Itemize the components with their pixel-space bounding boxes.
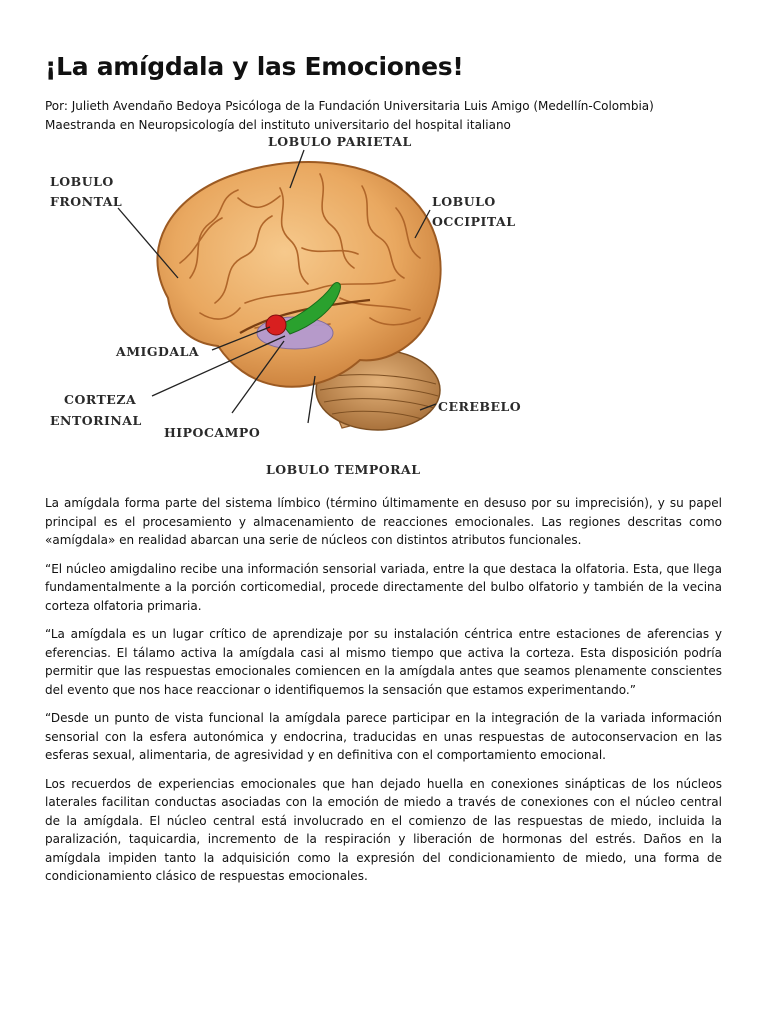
label-lobulo-occipital-1: LOBULO: [432, 194, 496, 209]
label-hipocampo: HIPOCAMPO: [164, 425, 261, 440]
label-lobulo-frontal-1: LOBULO: [50, 174, 114, 189]
amygdala-shape: [266, 315, 286, 335]
paragraph-4: “Desde un punto de vista funcional la amígdala parece participar en la integración de la variada información sensorial con la esfera autonómica y endocrina, traducidas en unas respuestas de autoconservacion en las esferas sexual, alimentaria, de agresividad y en definitiva con el comportamiento emocional.: [45, 711, 722, 762]
paragraph-1: La amígdala forma parte del sistema límbico (término últimamente en desuso por su imprecisión), y su papel principal es el procesamiento y almacenamiento de reacciones emocionales. Las regiones descritas como «amígdala» en realidad abarcan una serie de núcleos con distintos atributos funcionales.: [45, 496, 722, 547]
label-amigdala: AMIGDALA: [116, 344, 200, 359]
label-lobulo-occipital-2: OCCIPITAL: [432, 214, 516, 229]
brain-illustration: [40, 128, 540, 480]
paragraph-3: “La amígdala es un lugar crítico de aprendizaje por su instalación céntrica entre estaciones de aferencias y eferencias. El tálamo activa la amígdala casi al mismo tiempo que activa la corteza. Esta disposición podría permitir que las respuestas emocionales comiencen en la amígdala antes que seamos plenamente conscientes del evento que nos hace reaccionar o identifiquemos la sensación que estamos experimentando.”: [45, 627, 722, 697]
label-corteza-entorinal-1: CORTEZA: [64, 392, 137, 407]
label-corteza-entorinal-2: ENTORINAL: [50, 413, 142, 428]
paragraph-5: Los recuerdos de experiencias emocionales que han dejado huella en conexiones sinápticas de los núcleos laterales facilitan conductas asociadas con la emoción de miedo a través de conexiones con el núcleo central de la amígdala. El núcleo central está involucrado en el comienzo de las respuestas de miedo, incluida la paralización, taquicardia, incremento de la respiración y liberación de hormonas del estrés. Daños en la amígdala impiden tanto la adquisición como la expresión del condicionamiento de miedo, una forma de condicionamiento clásico de respuestas emocionales.: [45, 776, 722, 883]
article-body: [45, 494, 722, 896]
label-lobulo-parietal: LOBULO PARIETAL: [268, 134, 412, 149]
brain-diagram: [40, 128, 540, 480]
page-title: ¡La amígdala y las Emociones!: [45, 52, 464, 81]
label-cerebelo: CEREBELO: [438, 399, 522, 414]
paragraph-2: “El núcleo amigdalino recibe una información sensorial variada, entre la que destaca la olfatoria. Esta, que llega fundamentalmente a la porción corticomedial, procede directamente del bulbo olfatorio y también de la vecina corteza olfatoria primaria.: [45, 561, 722, 613]
label-lobulo-temporal: LOBULO TEMPORAL: [266, 462, 421, 477]
author-byline: Por: Julieth Avendaño Bedoya Psicóloga de la Fundación Universitaria Luis Amigo (Medellín-Colombia) Maestranda en Neuropsicología del instituto universitario del hospital italiano: [45, 99, 654, 132]
label-lobulo-frontal-2: FRONTAL: [50, 194, 123, 209]
